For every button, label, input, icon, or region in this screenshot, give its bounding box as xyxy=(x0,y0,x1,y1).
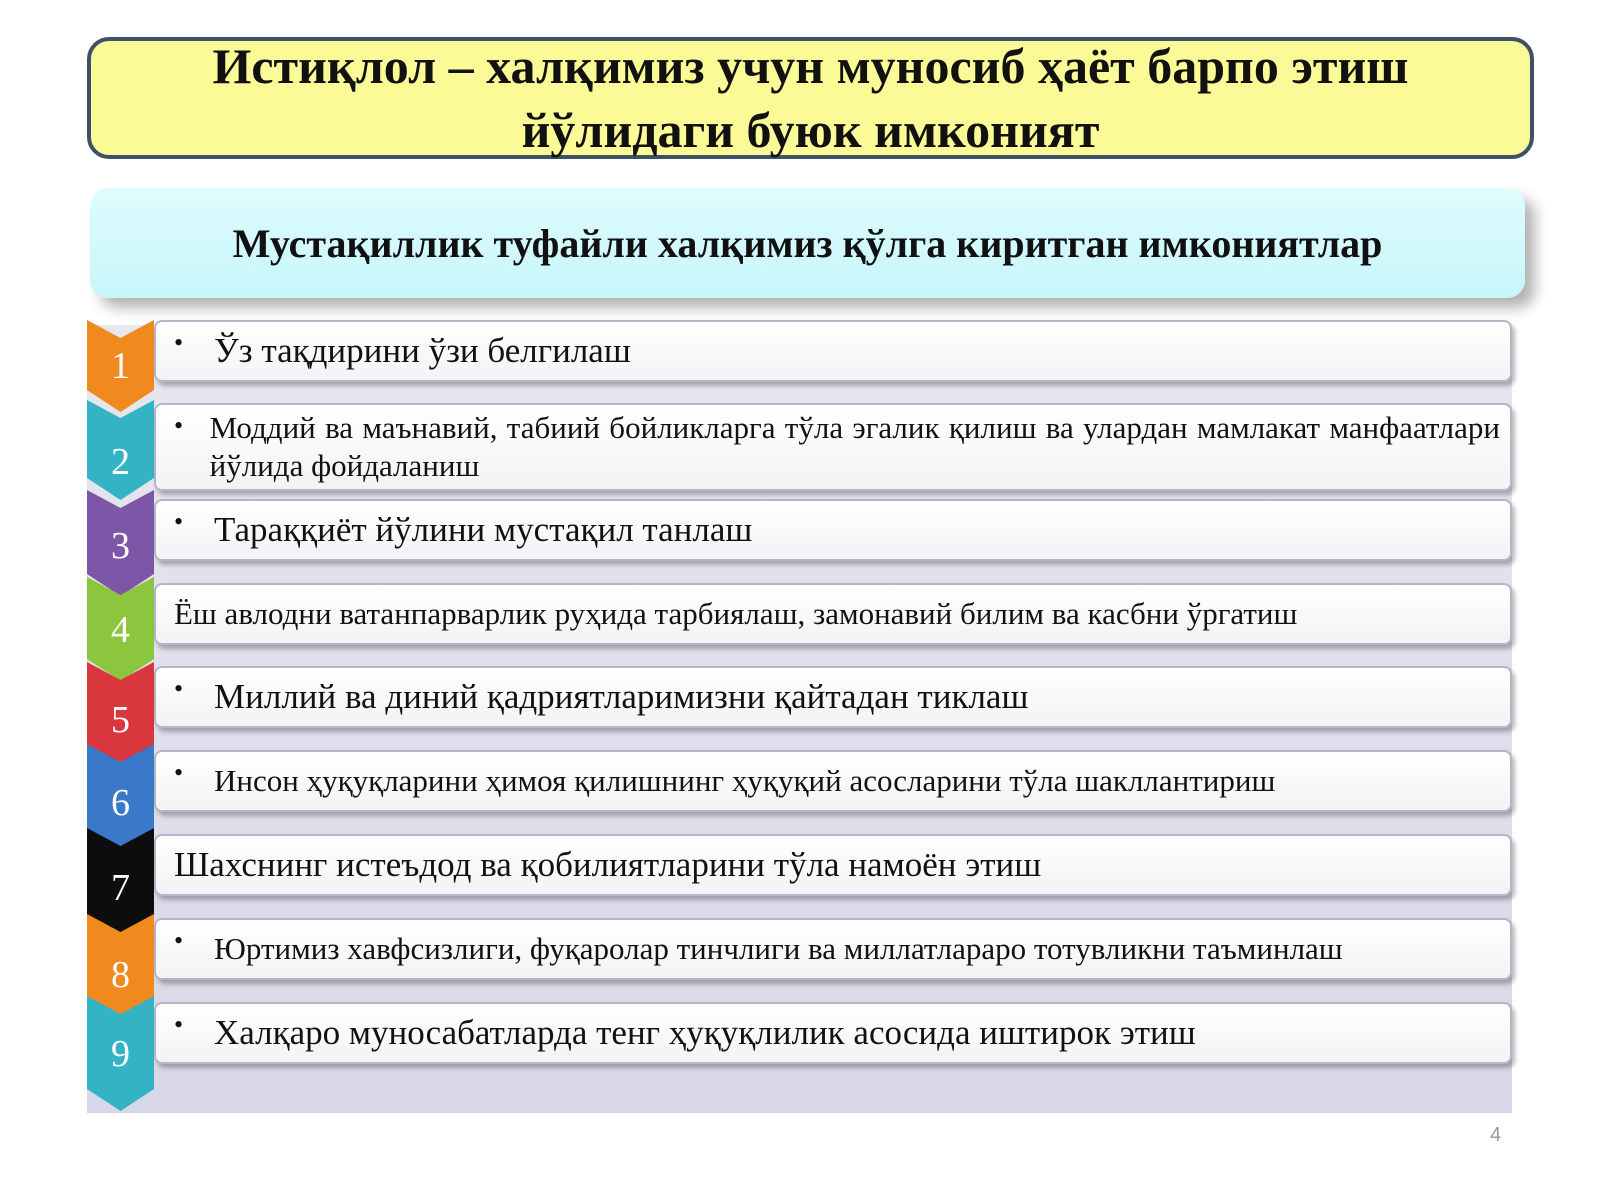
list-item-8 xyxy=(154,918,1512,980)
item-number-9: 9 xyxy=(111,1033,130,1075)
list-item-6 xyxy=(154,750,1512,812)
list-item-5 xyxy=(154,666,1512,728)
list-item-7 xyxy=(154,834,1512,896)
list-item-3 xyxy=(154,499,1512,561)
list-item-2 xyxy=(154,403,1512,491)
bullet-1: • xyxy=(174,328,184,357)
item-text-5: Миллий ва диний қадриятларимизни қайтадан тиклаш xyxy=(214,677,1029,716)
bullet-8: • xyxy=(174,926,184,955)
list-item-4 xyxy=(154,583,1512,645)
bullet-3: • xyxy=(174,507,184,536)
item-text-3: Тараққиёт йўлини мустақил танлаш xyxy=(214,510,753,549)
bullet-5: • xyxy=(174,674,184,703)
item-number-5: 5 xyxy=(111,699,130,741)
item-number-6: 6 xyxy=(111,782,130,824)
item-number-4: 4 xyxy=(111,609,130,651)
item-text-7: Шахснинг истеъдод ва қобилиятларини тўла намоён этиш xyxy=(174,845,1042,884)
slide-title xyxy=(87,37,1534,159)
bullet-9: • xyxy=(174,1010,184,1039)
item-text-9: Халқаро муносабатларда тенг ҳуқуқлилик асосида иштирок этиш xyxy=(214,1013,1196,1052)
item-text-4: Ёш авлодни ватанпарварлик руҳида тарбиялаш, замонавий билим ва касбни ўргатиш xyxy=(174,596,1298,631)
list-item-1 xyxy=(154,320,1512,382)
item-number-2: 2 xyxy=(111,441,130,483)
item-text-2: Моддий ва маънавий, табиий бойликларга тўла эгалик қилиш ва улардан мамлакат манфаатлари йўлида фойдаланиш xyxy=(209,410,1500,483)
item-text-8: Юртимиз хавфсизлиги, фуқаролар тинчлиги ва миллатлараро тотувликни таъминлаш xyxy=(214,931,1343,966)
page-number: 4 xyxy=(1490,1124,1502,1146)
item-number-7: 7 xyxy=(111,867,130,909)
slide-title-text: Истиқлол – халқимиз учун муносиб ҳаёт барпо этиш йўлидаги буюк имконият xyxy=(212,38,1409,158)
item-number-1: 1 xyxy=(111,345,130,387)
bullet-6: • xyxy=(174,758,184,787)
item-text-1: Ўз тақдирини ўзи белгилаш xyxy=(214,331,631,370)
item-number-3: 3 xyxy=(111,525,130,567)
list-item-9 xyxy=(154,1002,1512,1064)
section-subtitle xyxy=(90,188,1525,298)
bullet-2: • xyxy=(174,411,184,440)
item-number-8: 8 xyxy=(111,954,130,996)
section-subtitle-text: Мустақиллик туфайли халқимиз қўлга киритган имкониятлар xyxy=(232,220,1383,266)
item-text-6: Инсон ҳуқуқларини ҳимоя қилишнинг ҳуқуқий асосларини тўла шакллантириш xyxy=(214,763,1276,798)
